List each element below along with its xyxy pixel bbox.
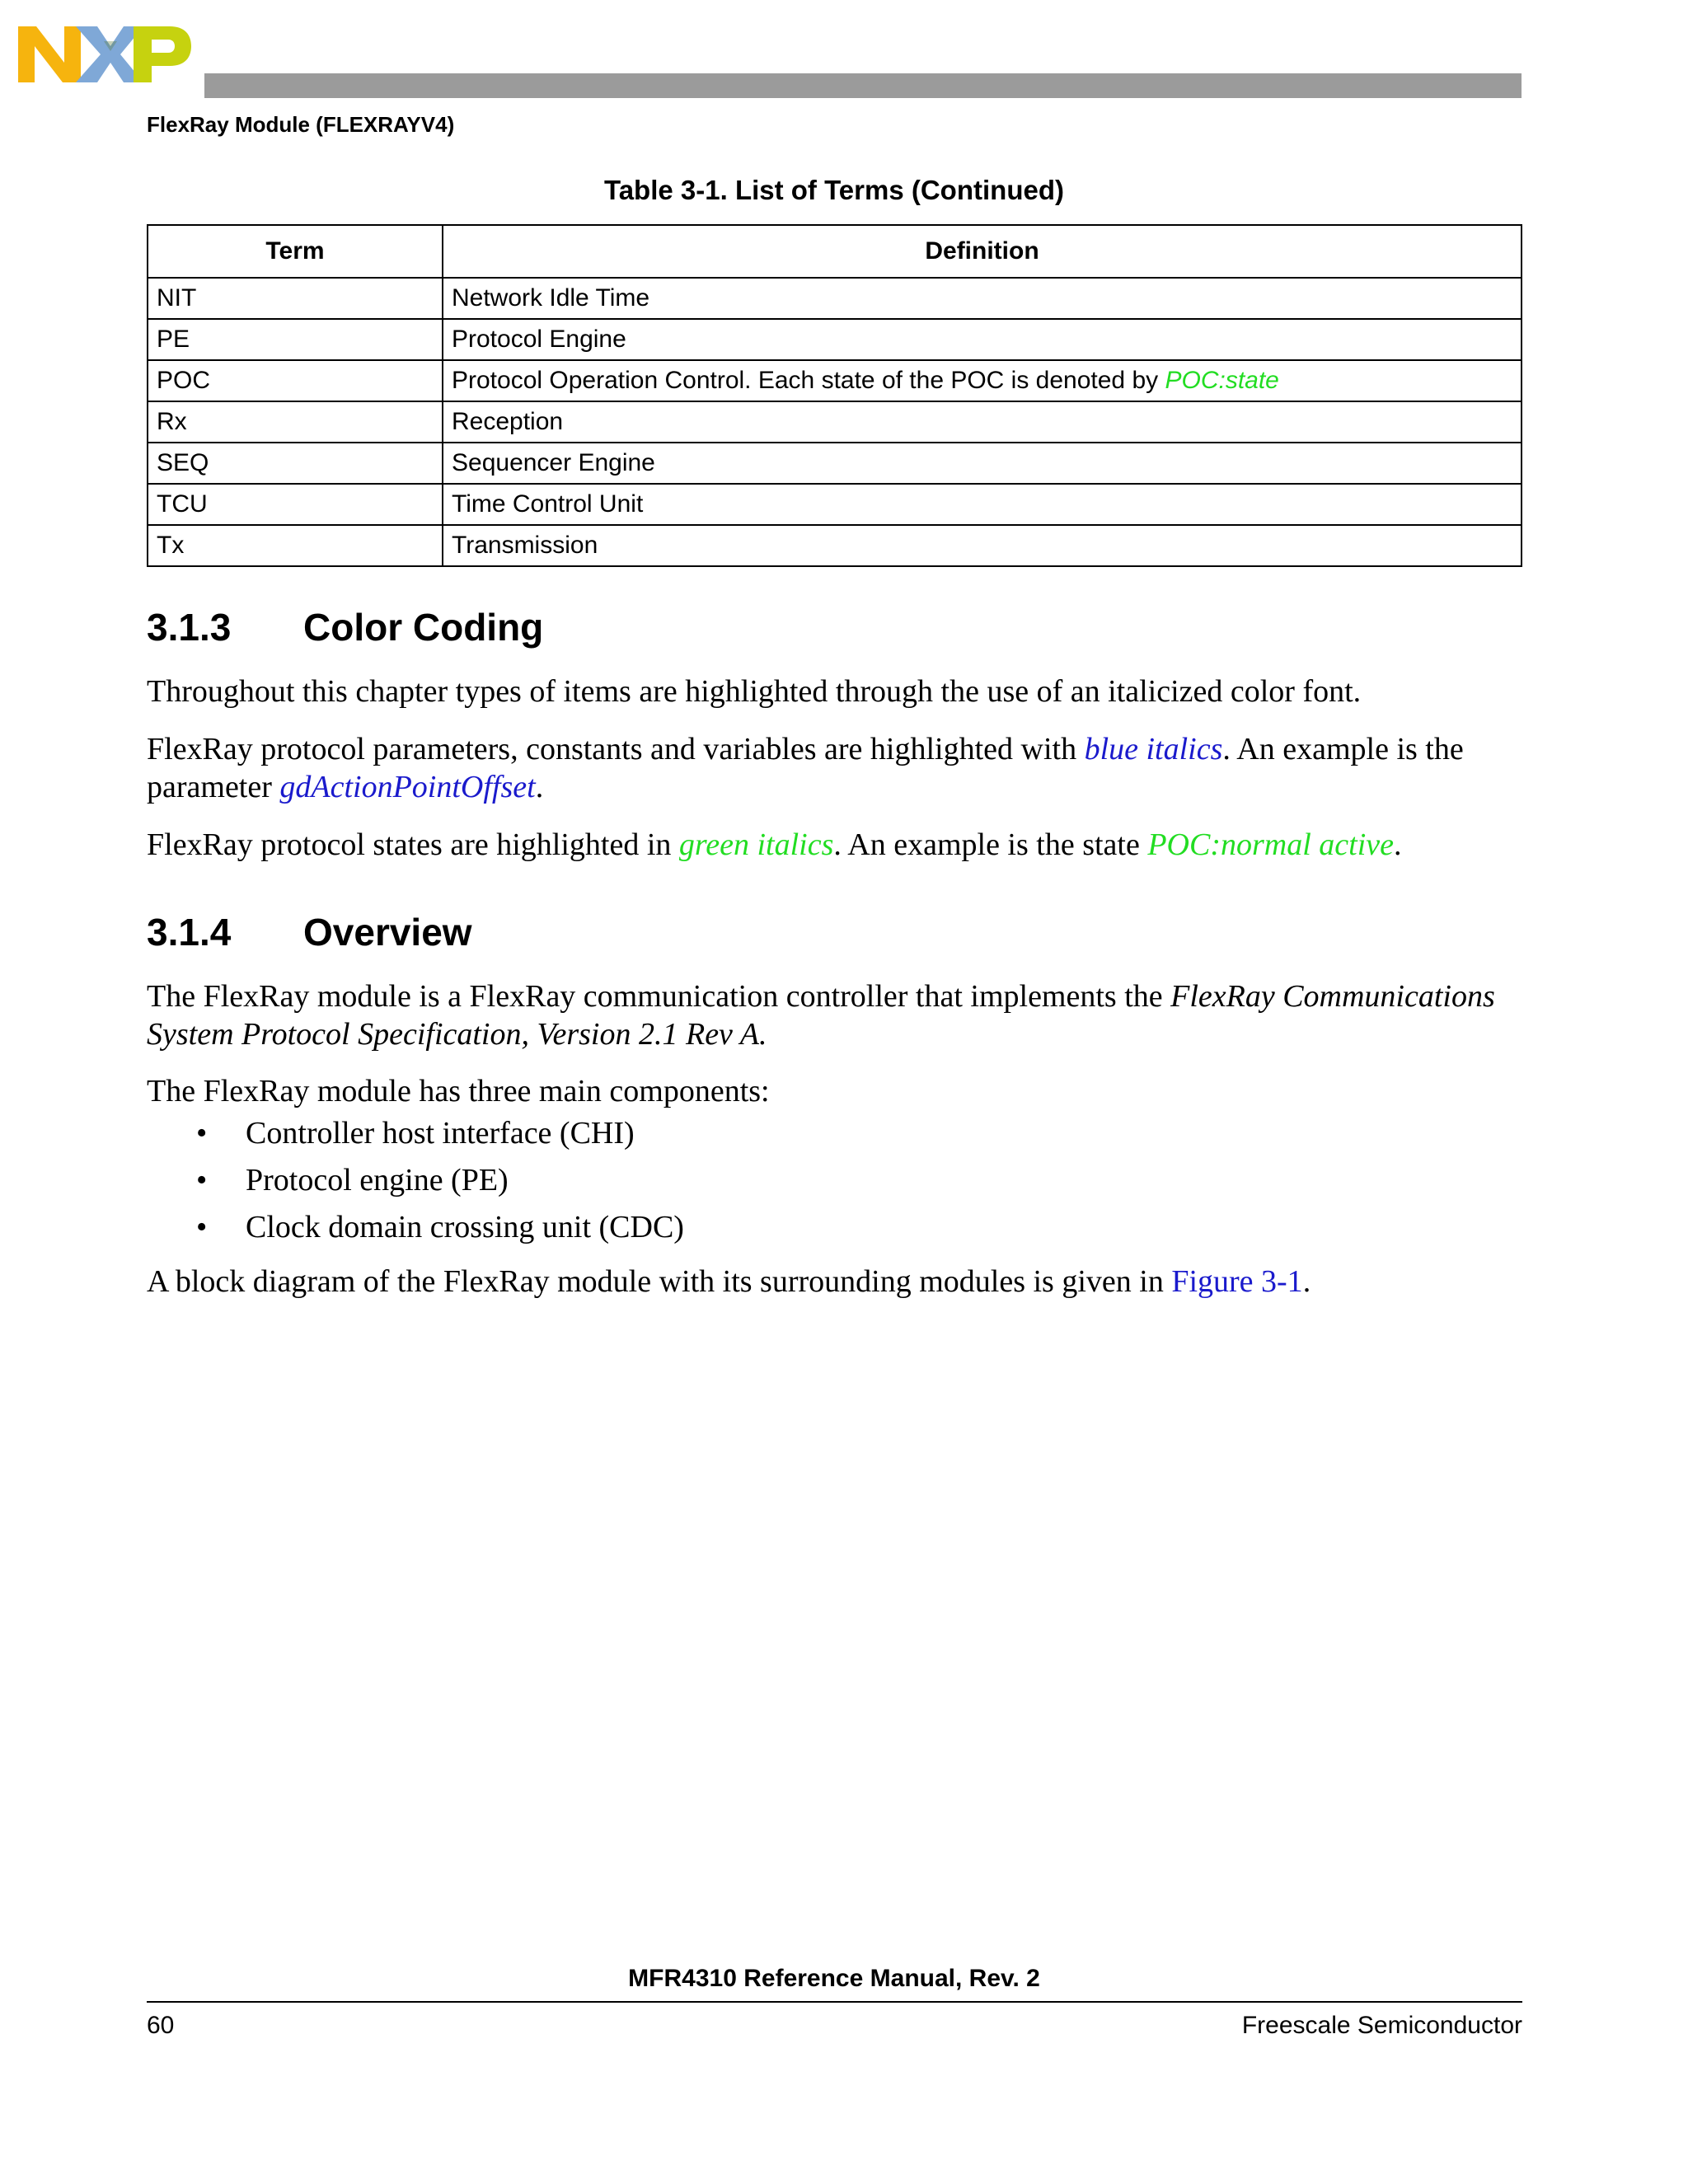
text: . An example is the parameter — [147, 732, 1464, 804]
table-caption: Table 3-1. List of Terms (Continued) — [604, 175, 1064, 205]
text: FlexRay protocol parameters, constants and variables are highlighted with — [147, 732, 1085, 766]
terms-table — [147, 224, 1522, 567]
list-item — [147, 1208, 684, 1255]
header-bar — [204, 73, 1522, 98]
term-cell: SEQ — [148, 443, 443, 484]
figure-link[interactable]: Figure 3-1 — [1171, 1264, 1303, 1299]
bullet-icon: • — [196, 1163, 208, 1197]
table-row — [148, 443, 1522, 484]
text: The FlexRay module is a FlexRay communication controller that implements the — [147, 979, 1171, 1014]
term-cell: TCU — [148, 484, 443, 525]
table-row — [148, 278, 1522, 319]
term-cell: NIT — [148, 278, 443, 319]
publisher: Freescale Semiconductor — [1241, 2012, 1522, 2039]
text: . — [535, 770, 544, 804]
text: . An example is the state — [833, 827, 1148, 862]
footer-rule — [147, 2001, 1522, 2003]
paragraph — [147, 826, 1531, 864]
term-cell: Tx — [148, 525, 443, 566]
paragraph: Throughout this chapter types of items are highlighted through the use of an italicized color font. — [147, 674, 1362, 709]
section-number: 3.1.3 — [147, 606, 232, 649]
paragraph — [147, 730, 1531, 806]
text: . — [1394, 827, 1402, 862]
parameter-name: gdActionPointOffset — [279, 770, 536, 804]
paragraph — [147, 1263, 1531, 1301]
definition-cell: Reception — [443, 401, 1522, 443]
column-header-term: Term — [148, 225, 443, 278]
section-title: Color Coding — [303, 606, 544, 649]
term-cell: Rx — [148, 401, 443, 443]
definition-cell: Network Idle Time — [443, 278, 1522, 319]
list-item — [147, 1161, 684, 1208]
list-item-text: Protocol engine (PE) — [246, 1163, 509, 1197]
section-heading-overview — [147, 910, 472, 954]
table-row — [148, 401, 1522, 443]
definition-cell: Transmission — [443, 525, 1522, 566]
section-number: 3.1.4 — [147, 911, 232, 954]
term-cell: POC — [148, 360, 443, 401]
text: A block diagram of the FlexRay module with its surrounding modules is given in — [147, 1264, 1172, 1299]
component-list — [147, 1114, 684, 1255]
state-name: POC:normal active — [1147, 827, 1394, 862]
text: . — [1302, 1264, 1311, 1299]
definition-cell: Time Control Unit — [443, 484, 1522, 525]
section-heading-color-coding — [147, 605, 543, 649]
running-head: FlexRay Module (FLEXRAYV4) — [147, 112, 455, 137]
definition-text: Protocol Operation Control. Each state of the POC is denoted by — [452, 367, 1165, 394]
footer-title: MFR4310 Reference Manual, Rev. 2 — [628, 1965, 1040, 1992]
list-item-text: Clock domain crossing unit (CDC) — [246, 1210, 684, 1244]
table-row — [148, 525, 1522, 566]
list-item — [147, 1114, 684, 1161]
definition-cell: Protocol Engine — [443, 319, 1522, 360]
term-cell: PE — [148, 319, 443, 360]
table-header-row — [148, 225, 1522, 278]
page-number: 60 — [147, 2012, 175, 2039]
bullet-icon: • — [196, 1210, 208, 1244]
bullet-icon: • — [196, 1116, 208, 1151]
definition-cell: Sequencer Engine — [443, 443, 1522, 484]
section-title: Overview — [303, 911, 472, 954]
column-header-definition: Definition — [443, 225, 1522, 278]
nxp-logo — [18, 21, 191, 87]
paragraph — [147, 977, 1531, 1053]
poc-state-emphasis: POC:state — [1165, 367, 1279, 394]
list-item-text: Controller host interface (CHI) — [246, 1116, 635, 1151]
blue-italics-example: blue italics — [1084, 732, 1223, 766]
paragraph: The FlexRay module has three main components: — [147, 1074, 770, 1108]
definition-cell — [443, 360, 1522, 401]
green-italics-example: green italics — [678, 827, 834, 862]
text: FlexRay protocol states are highlighted in — [147, 827, 679, 862]
spec-title: FlexRay Communications System Protocol Specification, Version 2.1 Rev A. — [147, 979, 1495, 1052]
table-row — [148, 360, 1522, 401]
table-row — [148, 484, 1522, 525]
table-row — [148, 319, 1522, 360]
